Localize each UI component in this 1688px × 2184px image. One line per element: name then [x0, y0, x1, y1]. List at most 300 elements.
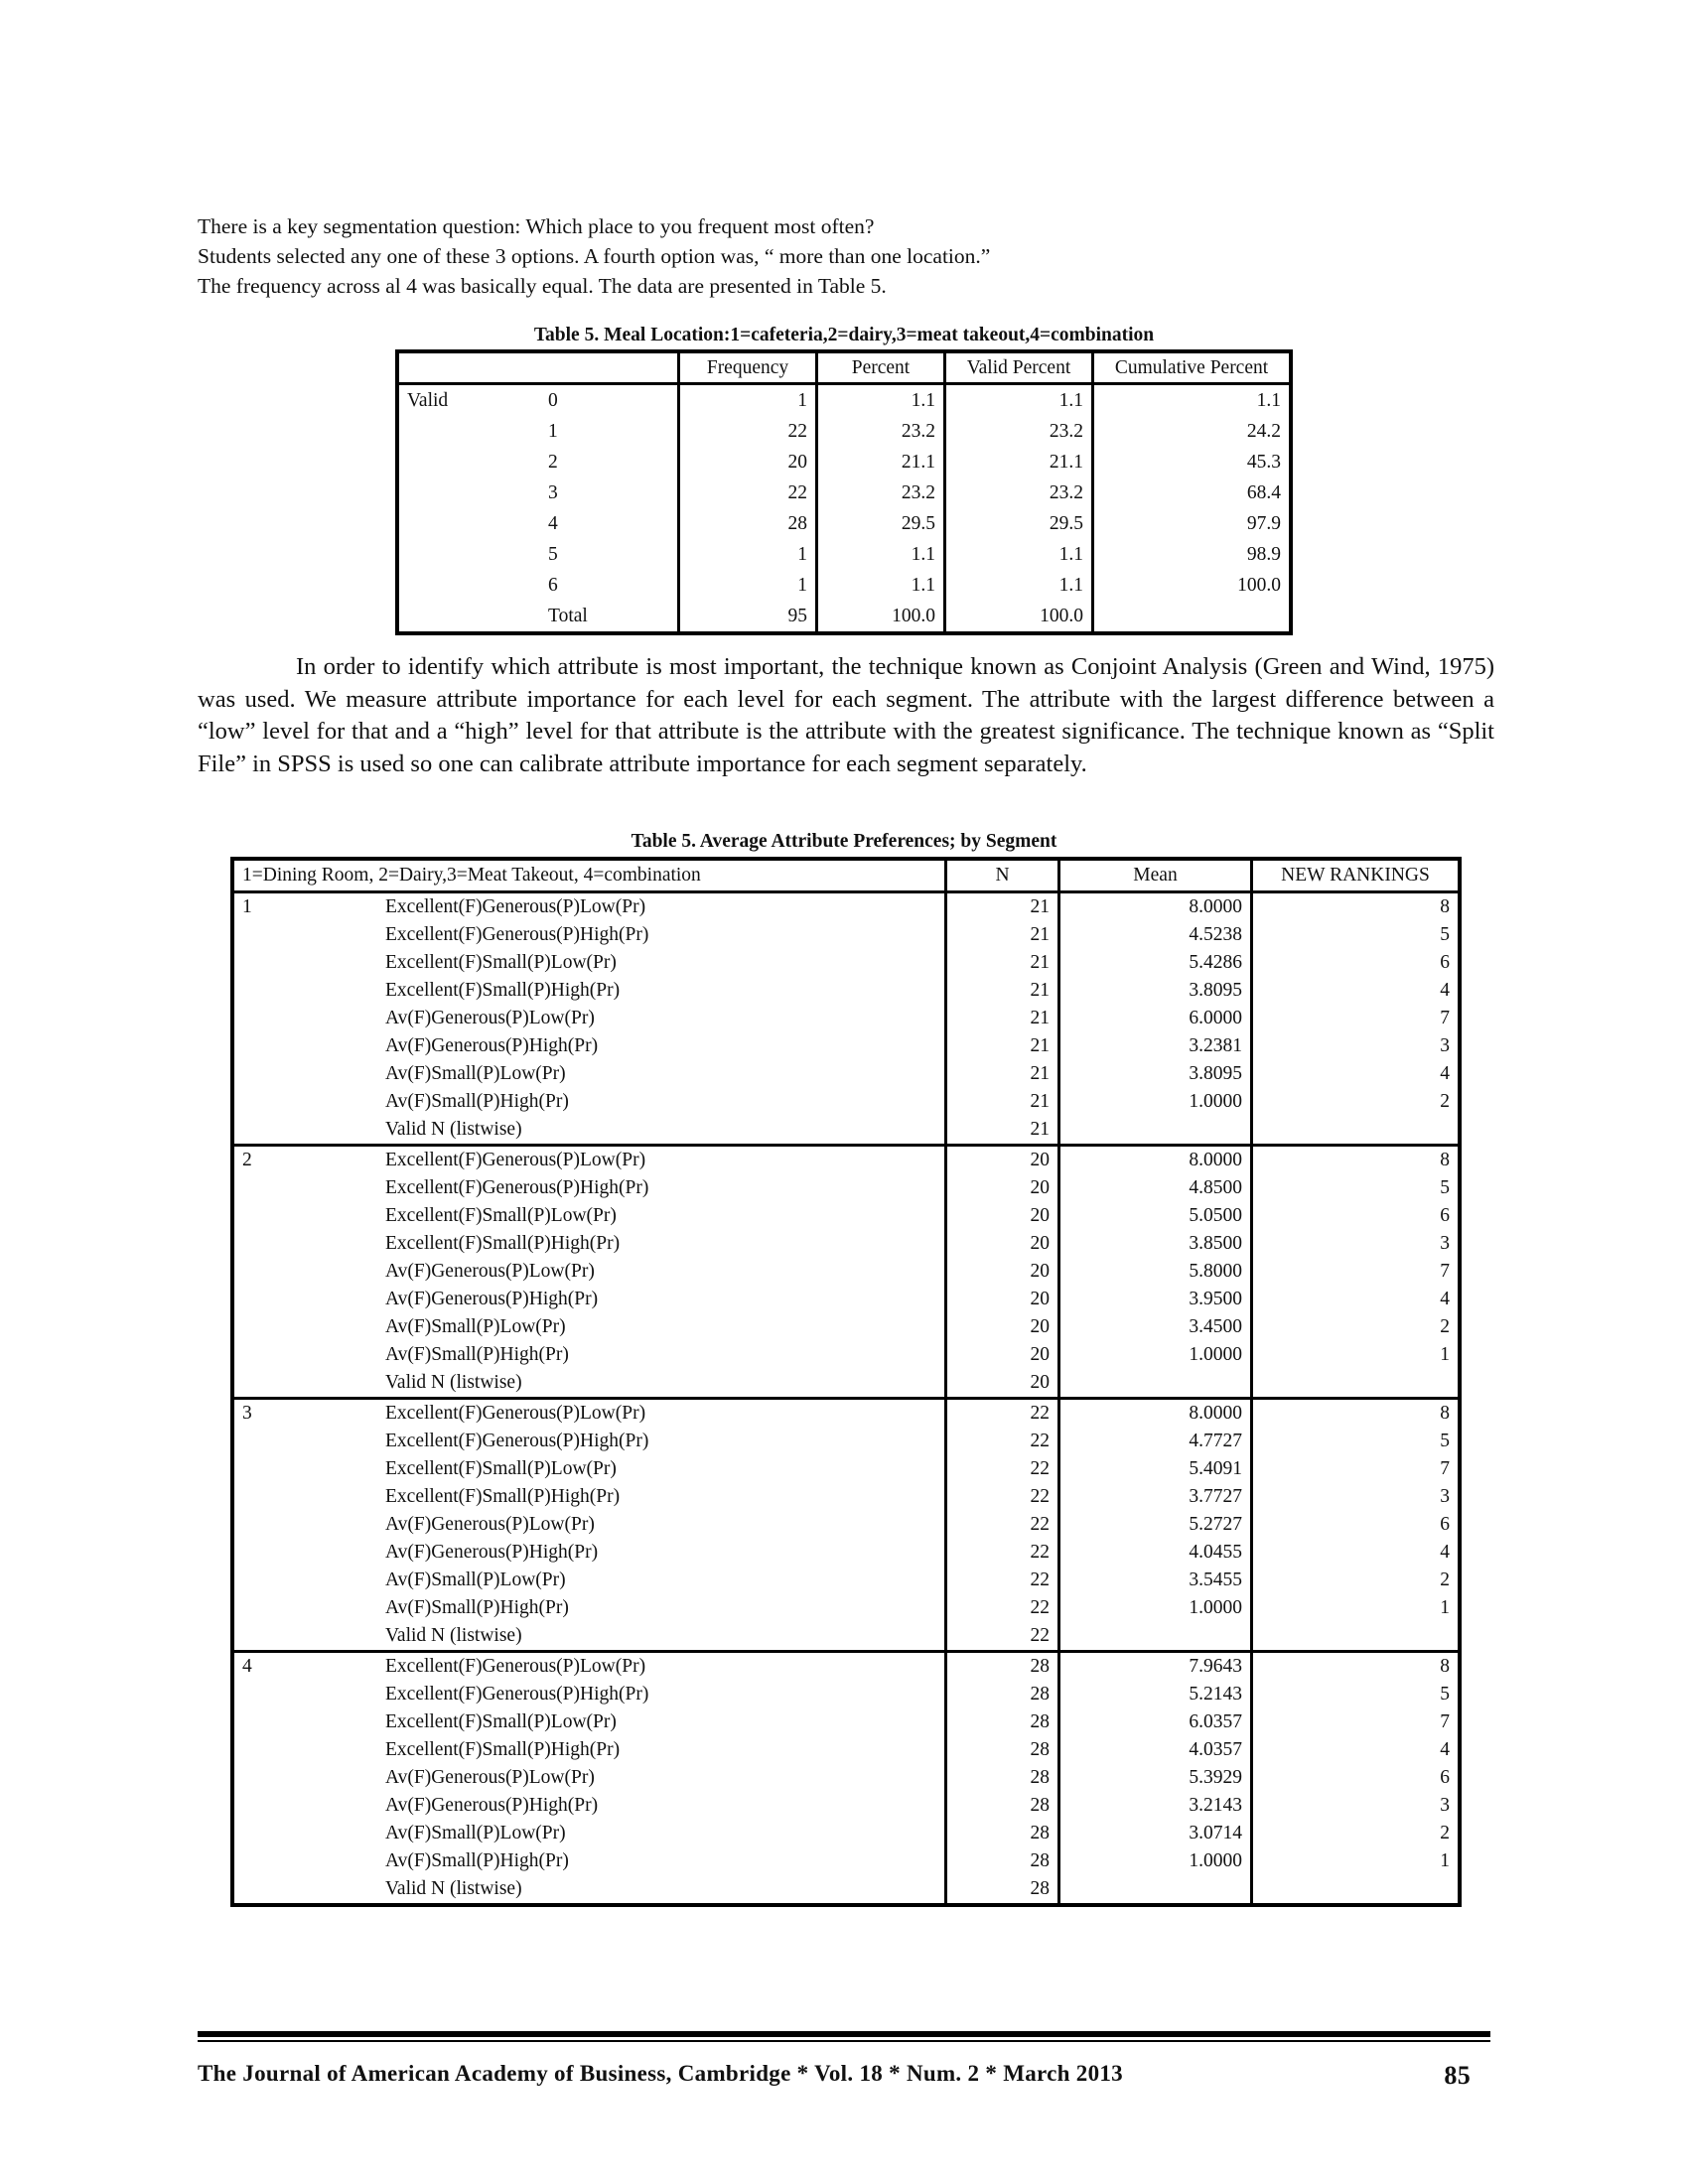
- segment-id: [232, 1032, 379, 1060]
- table1-cumulative-percent: [1093, 601, 1292, 633]
- attribute-row: [232, 1511, 1460, 1539]
- ranking-value: 5: [1252, 1428, 1461, 1455]
- n-value: 22: [946, 1511, 1059, 1539]
- attribute-label: Av(F)Generous(P)High(Pr): [385, 1542, 599, 1563]
- table1-row: [397, 601, 1291, 633]
- ranking-value: 8: [1252, 1399, 1461, 1429]
- page-number: 85: [1444, 2061, 1471, 2090]
- table2-caption: Table 5. Average Attribute Preferences; by Segment: [631, 831, 1057, 852]
- ranking-value: 8: [1252, 1146, 1461, 1175]
- attribute-label: Excellent(F)Small(P)Low(Pr): [385, 1458, 617, 1479]
- n-value: 20: [946, 1369, 1059, 1399]
- table2-header-mean: Mean: [1059, 859, 1252, 892]
- ranking-value: 7: [1252, 1708, 1461, 1736]
- segment-id: 3: [232, 1399, 379, 1429]
- mean-value: [1059, 1622, 1252, 1652]
- segment-id: [232, 977, 379, 1005]
- mean-value: 6.0000: [1059, 1005, 1252, 1032]
- attribute-row: [232, 1820, 1460, 1847]
- n-value: 21: [946, 949, 1059, 977]
- table1-row: [397, 416, 1291, 447]
- segment-id: [232, 1764, 379, 1792]
- mean-value: 4.5238: [1059, 921, 1252, 949]
- mean-value: 5.4091: [1059, 1455, 1252, 1483]
- mean-value: 3.8095: [1059, 977, 1252, 1005]
- table1-percent: 1.1: [817, 384, 945, 417]
- table1-cumulative-percent: 24.2: [1093, 416, 1292, 447]
- segment-id: [232, 1369, 379, 1399]
- n-value: 21: [946, 892, 1059, 922]
- table1-group-label: [397, 508, 540, 539]
- ranking-value: [1252, 1622, 1461, 1652]
- attribute-row: [232, 1286, 1460, 1313]
- segment-id: [232, 1820, 379, 1847]
- attribute-row: [232, 1032, 1460, 1060]
- n-value: 22: [946, 1428, 1059, 1455]
- table1-header-row: [397, 351, 1291, 384]
- table1-frequency: 1: [679, 384, 817, 417]
- mean-value: 3.5455: [1059, 1567, 1252, 1594]
- segment-id: [232, 1708, 379, 1736]
- segment-group: [232, 892, 1460, 1146]
- table1-row-label: 3: [540, 478, 678, 508]
- segment-id: [232, 1455, 379, 1483]
- segment-group: [232, 1146, 1460, 1399]
- n-value: 20: [946, 1146, 1059, 1175]
- table1-header-frequency: Frequency: [679, 351, 817, 384]
- valid-n-row: [232, 1116, 1460, 1146]
- attribute-label: Excellent(F)Generous(P)High(Pr): [385, 1684, 649, 1705]
- segment-id: [232, 1428, 379, 1455]
- n-value: 21: [946, 1060, 1059, 1088]
- table1-frequency: 22: [679, 416, 817, 447]
- attribute-label: Excellent(F)Small(P)High(Pr): [385, 1233, 621, 1254]
- attribute-row: [232, 1202, 1460, 1230]
- attribute-label: Excellent(F)Generous(P)High(Pr): [385, 1431, 649, 1451]
- ranking-value: 7: [1252, 1005, 1461, 1032]
- table1-frequency: 1: [679, 539, 817, 570]
- table1-percent: 23.2: [817, 416, 945, 447]
- attribute-row: [232, 1567, 1460, 1594]
- attribute-label: Valid N (listwise): [385, 1372, 522, 1393]
- mean-value: 1.0000: [1059, 1594, 1252, 1622]
- segment-id: [232, 1792, 379, 1820]
- attribute-row: [232, 1708, 1460, 1736]
- attribute-row: [232, 1174, 1460, 1202]
- segment-id: [232, 1230, 379, 1258]
- segment-id: [232, 949, 379, 977]
- segment-id: [232, 1341, 379, 1369]
- footer-rule-thin: [198, 2040, 1490, 2042]
- ranking-value: 4: [1252, 1539, 1461, 1567]
- n-value: 20: [946, 1202, 1059, 1230]
- attribute-row: [232, 1483, 1460, 1511]
- n-value: 28: [946, 1764, 1059, 1792]
- table1-row: [397, 384, 1291, 417]
- segment-id: [232, 1847, 379, 1875]
- attribute-label: Av(F)Generous(P)Low(Pr): [385, 1767, 595, 1788]
- attribute-label: Av(F)Small(P)Low(Pr): [385, 1823, 566, 1843]
- table1-valid-percent: 1.1: [945, 539, 1093, 570]
- n-value: 20: [946, 1174, 1059, 1202]
- mean-value: 5.2143: [1059, 1681, 1252, 1708]
- ranking-value: 2: [1252, 1088, 1461, 1116]
- segment-id: [232, 1511, 379, 1539]
- table1-frequency: 28: [679, 508, 817, 539]
- segment-id: [232, 1060, 379, 1088]
- table1-header-cumulative-percent: Cumulative Percent: [1093, 351, 1292, 384]
- attribute-label: Excellent(F)Small(P)Low(Pr): [385, 1205, 617, 1226]
- mean-value: 3.2143: [1059, 1792, 1252, 1820]
- attribute-row: [232, 1230, 1460, 1258]
- table1-cumulative-percent: 68.4: [1093, 478, 1292, 508]
- ranking-value: 6: [1252, 1511, 1461, 1539]
- attribute-row: [232, 1428, 1460, 1455]
- attribute-label: Av(F)Small(P)Low(Pr): [385, 1570, 566, 1590]
- ranking-value: 2: [1252, 1820, 1461, 1847]
- segment-id: [232, 1174, 379, 1202]
- table1-row: [397, 508, 1291, 539]
- ranking-value: 5: [1252, 1681, 1461, 1708]
- attribute-label: Excellent(F)Generous(P)Low(Pr): [379, 1399, 946, 1429]
- table1-valid-percent: 29.5: [945, 508, 1093, 539]
- attribute-row: [232, 1146, 1460, 1175]
- table2-header-row: [232, 859, 1460, 892]
- mean-value: 3.9500: [1059, 1286, 1252, 1313]
- ranking-value: 2: [1252, 1567, 1461, 1594]
- intro-line: Students selected any one of these 3 options. A fourth option was, “ more than one location.”: [198, 244, 991, 268]
- n-value: 28: [946, 1736, 1059, 1764]
- table1-header-cell: [540, 351, 678, 384]
- intro-text: [198, 211, 1488, 301]
- table1-percent: 23.2: [817, 478, 945, 508]
- table1-header-cell: [397, 351, 540, 384]
- mean-value: 3.7727: [1059, 1483, 1252, 1511]
- mean-value: 1.0000: [1059, 1847, 1252, 1875]
- table1-caption: Table 5. Meal Location:1=cafeteria,2=dairy,3=meat takeout,4=combination: [533, 325, 1155, 345]
- attribute-label: Valid N (listwise): [385, 1878, 522, 1899]
- n-value: 21: [946, 921, 1059, 949]
- attribute-row: [232, 1594, 1460, 1622]
- segment-id: [232, 1286, 379, 1313]
- table2-header-segment: 1=Dining Room, 2=Dairy,3=Meat Takeout, 4=combination: [232, 859, 946, 892]
- mean-value: 5.3929: [1059, 1764, 1252, 1792]
- table1-row-label: Total: [540, 601, 678, 633]
- ranking-value: 6: [1252, 1202, 1461, 1230]
- table1-group-label: [397, 478, 540, 508]
- segment-id: [232, 1622, 379, 1652]
- attribute-label: Excellent(F)Generous(P)Low(Pr): [385, 896, 646, 917]
- table1-row-label: 6: [540, 570, 678, 601]
- mean-value: 3.8095: [1059, 1060, 1252, 1088]
- attribute-label: Valid N (listwise): [385, 1625, 522, 1646]
- page-footer: [198, 2061, 1490, 2090]
- attribute-label: Av(F)Small(P)Low(Pr): [385, 1316, 566, 1337]
- table1-valid-percent: 23.2: [945, 416, 1093, 447]
- mean-value: 1.0000: [1059, 1088, 1252, 1116]
- footer-rule: [198, 2031, 1490, 2037]
- attribute-label: Excellent(F)Small(P)Low(Pr): [385, 1711, 617, 1732]
- segment-id: [232, 1567, 379, 1594]
- attribute-label: Excellent(F)Small(P)High(Pr): [385, 1739, 621, 1760]
- table1-row: [397, 570, 1291, 601]
- mean-value: 5.8000: [1059, 1258, 1252, 1286]
- mean-value: 4.0455: [1059, 1539, 1252, 1567]
- valid-n-row: [232, 1875, 1460, 1905]
- table1-frequency: 20: [679, 447, 817, 478]
- ranking-value: 1: [1252, 1594, 1461, 1622]
- attribute-row: [232, 1313, 1460, 1341]
- n-value: 28: [946, 1681, 1059, 1708]
- table1-row: [397, 478, 1291, 508]
- attribute-row: [232, 1060, 1460, 1088]
- segment-id: [232, 1005, 379, 1032]
- n-value: 28: [946, 1875, 1059, 1905]
- segment-id: [232, 1202, 379, 1230]
- attribute-label: Valid N (listwise): [385, 1119, 522, 1140]
- mean-value: 5.4286: [1059, 949, 1252, 977]
- n-value: 28: [946, 1847, 1059, 1875]
- mean-value: 1.0000: [1059, 1341, 1252, 1369]
- ranking-value: 3: [1252, 1792, 1461, 1820]
- meal-location-table: [395, 349, 1293, 635]
- n-value: 20: [946, 1230, 1059, 1258]
- mean-value: 3.2381: [1059, 1032, 1252, 1060]
- attribute-label: Excellent(F)Small(P)Low(Pr): [385, 952, 617, 973]
- attribute-row: [232, 921, 1460, 949]
- ranking-value: 4: [1252, 1736, 1461, 1764]
- journal-citation: The Journal of American Academy of Business, Cambridge * Vol. 18 * Num. 2 * March 2013: [198, 2061, 1123, 2086]
- mean-value: 6.0357: [1059, 1708, 1252, 1736]
- n-value: 20: [946, 1258, 1059, 1286]
- attribute-label: Excellent(F)Small(P)High(Pr): [385, 980, 621, 1001]
- attribute-row: [232, 1681, 1460, 1708]
- mean-value: 4.0357: [1059, 1736, 1252, 1764]
- table1-valid-percent: 21.1: [945, 447, 1093, 478]
- table1-cumulative-percent: 1.1: [1093, 384, 1292, 417]
- attribute-row: [232, 1341, 1460, 1369]
- ranking-value: 5: [1252, 921, 1461, 949]
- table1-frequency: 95: [679, 601, 817, 633]
- table1-row-label: 2: [540, 447, 678, 478]
- segment-id: [232, 1258, 379, 1286]
- attribute-row: [232, 977, 1460, 1005]
- n-value: 22: [946, 1567, 1059, 1594]
- intro-line: The frequency across al 4 was basically equal. The data are presented in Table 5.: [198, 274, 887, 298]
- ranking-value: 8: [1252, 892, 1461, 922]
- body-paragraph: In order to identify which attribute is most important, the technique known as Conjoint Analysis (Green and Wind, 1975) was used. We measure attribute importance for each level for each segment. The attribute with the largest difference between a “low” level for that and a “high” level for that attribute is the attribute with the greatest significance. The technique known as “Split File” in SPSS is used so one can calibrate attribute importance for each segment separately.: [198, 653, 1494, 777]
- segment-id: 4: [232, 1652, 379, 1682]
- attribute-row: [232, 1399, 1460, 1429]
- n-value: 21: [946, 977, 1059, 1005]
- segment-group: [232, 1652, 1460, 1906]
- attribute-label: Av(F)Small(P)High(Pr): [385, 1091, 569, 1112]
- attribute-preferences-table: [230, 857, 1462, 1907]
- table1-group-label: [397, 416, 540, 447]
- ranking-value: 1: [1252, 1847, 1461, 1875]
- attribute-label: Av(F)Small(P)High(Pr): [385, 1850, 569, 1871]
- n-value: 20: [946, 1286, 1059, 1313]
- table1-cumulative-percent: 97.9: [1093, 508, 1292, 539]
- attribute-row: [232, 892, 1460, 922]
- mean-value: 8.0000: [1059, 892, 1252, 922]
- n-value: 22: [946, 1594, 1059, 1622]
- table2-header-rank: NEW RANKINGS: [1252, 859, 1461, 892]
- attribute-row: [232, 1736, 1460, 1764]
- mean-value: 3.0714: [1059, 1820, 1252, 1847]
- mean-value: 3.4500: [1059, 1313, 1252, 1341]
- attribute-row: [232, 1539, 1460, 1567]
- attribute-row: [232, 1455, 1460, 1483]
- n-value: 28: [946, 1652, 1059, 1682]
- segment-id: 2: [232, 1146, 379, 1175]
- segment-group: [232, 1399, 1460, 1652]
- valid-n-row: [232, 1369, 1460, 1399]
- n-value: 28: [946, 1820, 1059, 1847]
- mean-value: [1059, 1875, 1252, 1905]
- ranking-value: [1252, 1369, 1461, 1399]
- ranking-value: 6: [1252, 1764, 1461, 1792]
- mean-value: [1059, 1369, 1252, 1399]
- ranking-value: [1252, 1116, 1461, 1146]
- attribute-label: Av(F)Generous(P)Low(Pr): [385, 1514, 595, 1535]
- n-value: 21: [946, 1116, 1059, 1146]
- table1-percent: 1.1: [817, 539, 945, 570]
- n-value: 21: [946, 1088, 1059, 1116]
- attribute-label: Excellent(F)Generous(P)Low(Pr): [379, 1652, 946, 1682]
- mean-value: 3.8500: [1059, 1230, 1252, 1258]
- n-value: 20: [946, 1313, 1059, 1341]
- ranking-value: 3: [1252, 1230, 1461, 1258]
- valid-n-row: [232, 1622, 1460, 1652]
- attribute-label: Av(F)Generous(P)Low(Pr): [385, 1261, 595, 1282]
- mean-value: 8.0000: [1059, 1399, 1252, 1429]
- attribute-row: [232, 1652, 1460, 1682]
- table1-valid-percent: 1.1: [945, 384, 1093, 417]
- attribute-label: Excellent(F)Generous(P)Low(Pr): [379, 1146, 946, 1175]
- table1-header-valid-percent: Valid Percent: [945, 351, 1093, 384]
- attribute-row: [232, 949, 1460, 977]
- mean-value: [1059, 1116, 1252, 1146]
- attribute-row: [232, 1005, 1460, 1032]
- segment-id: [232, 1875, 379, 1905]
- table1-valid-percent: 1.1: [945, 570, 1093, 601]
- segment-id: [232, 1088, 379, 1116]
- attribute-row: [232, 1088, 1460, 1116]
- table2-header-n: N: [946, 859, 1059, 892]
- n-value: 22: [946, 1455, 1059, 1483]
- table1-valid-percent: 23.2: [945, 478, 1093, 508]
- table1-row: [397, 539, 1291, 570]
- table1-percent: 1.1: [817, 570, 945, 601]
- attribute-label: Av(F)Generous(P)High(Pr): [385, 1795, 599, 1816]
- ranking-value: 7: [1252, 1455, 1461, 1483]
- ranking-value: 6: [1252, 949, 1461, 977]
- table1-percent: 21.1: [817, 447, 945, 478]
- table1-frequency: 1: [679, 570, 817, 601]
- segment-id: [232, 1681, 379, 1708]
- ranking-value: 5: [1252, 1174, 1461, 1202]
- attribute-label: Av(F)Small(P)High(Pr): [385, 1344, 569, 1365]
- table1-group-label: Valid: [407, 389, 449, 411]
- ranking-value: 7: [1252, 1258, 1461, 1286]
- mean-value: 7.9643: [1059, 1652, 1252, 1682]
- mean-value: 8.0000: [1059, 1146, 1252, 1175]
- n-value: 28: [946, 1708, 1059, 1736]
- n-value: 22: [946, 1399, 1059, 1429]
- ranking-value: 2: [1252, 1313, 1461, 1341]
- attribute-label: Excellent(F)Small(P)High(Pr): [385, 1486, 621, 1507]
- table1-valid-percent: 100.0: [945, 601, 1093, 633]
- mean-value: 5.0500: [1059, 1202, 1252, 1230]
- table1-cumulative-percent: 45.3: [1093, 447, 1292, 478]
- mean-value: 4.8500: [1059, 1174, 1252, 1202]
- table1-row: [397, 447, 1291, 478]
- table1-cumulative-percent: 98.9: [1093, 539, 1292, 570]
- table1-percent: 100.0: [817, 601, 945, 633]
- table1-cumulative-percent: 100.0: [1093, 570, 1292, 601]
- n-value: 28: [946, 1792, 1059, 1820]
- attribute-row: [232, 1792, 1460, 1820]
- table1-row-label: 0: [540, 384, 678, 417]
- table1-row-label: 1: [540, 416, 678, 447]
- n-value: 21: [946, 1032, 1059, 1060]
- attribute-label: Av(F)Small(P)High(Pr): [385, 1597, 569, 1618]
- attribute-label: Av(F)Generous(P)High(Pr): [385, 1035, 599, 1056]
- ranking-value: 1: [1252, 1341, 1461, 1369]
- n-value: 22: [946, 1483, 1059, 1511]
- table1-row-label: 4: [540, 508, 678, 539]
- segment-id: [232, 1594, 379, 1622]
- mean-value: 5.2727: [1059, 1511, 1252, 1539]
- attribute-label: Excellent(F)Generous(P)High(Pr): [385, 924, 649, 945]
- segment-id: [232, 1736, 379, 1764]
- table1-group-label: [397, 601, 540, 633]
- intro-line: There is a key segmentation question: Which place to you frequent most often?: [198, 214, 875, 238]
- attribute-label: Av(F)Small(P)Low(Pr): [385, 1063, 566, 1084]
- ranking-value: 3: [1252, 1032, 1461, 1060]
- table1-group-label: [397, 539, 540, 570]
- ranking-value: 8: [1252, 1652, 1461, 1682]
- segment-id: [232, 1116, 379, 1146]
- segment-id: [232, 1313, 379, 1341]
- ranking-value: 3: [1252, 1483, 1461, 1511]
- table1-row-label: 5: [540, 539, 678, 570]
- table1-group-label: [397, 570, 540, 601]
- table1-header-percent: Percent: [817, 351, 945, 384]
- attribute-row: [232, 1764, 1460, 1792]
- n-value: 22: [946, 1539, 1059, 1567]
- table1-percent: 29.5: [817, 508, 945, 539]
- ranking-value: [1252, 1875, 1461, 1905]
- attribute-row: [232, 1847, 1460, 1875]
- ranking-value: 4: [1252, 977, 1461, 1005]
- segment-id: 1: [242, 896, 252, 917]
- table1-group-label: [397, 447, 540, 478]
- table1-frequency: 22: [679, 478, 817, 508]
- mean-value: 4.7727: [1059, 1428, 1252, 1455]
- attribute-row: [232, 1258, 1460, 1286]
- attribute-label: Av(F)Generous(P)High(Pr): [385, 1289, 599, 1309]
- attribute-label: Excellent(F)Generous(P)High(Pr): [385, 1177, 649, 1198]
- segment-id: [232, 921, 379, 949]
- n-value: 22: [946, 1622, 1059, 1652]
- segment-id: [232, 1483, 379, 1511]
- n-value: 20: [946, 1341, 1059, 1369]
- ranking-value: 4: [1252, 1286, 1461, 1313]
- attribute-label: Av(F)Generous(P)Low(Pr): [385, 1008, 595, 1028]
- n-value: 21: [946, 1005, 1059, 1032]
